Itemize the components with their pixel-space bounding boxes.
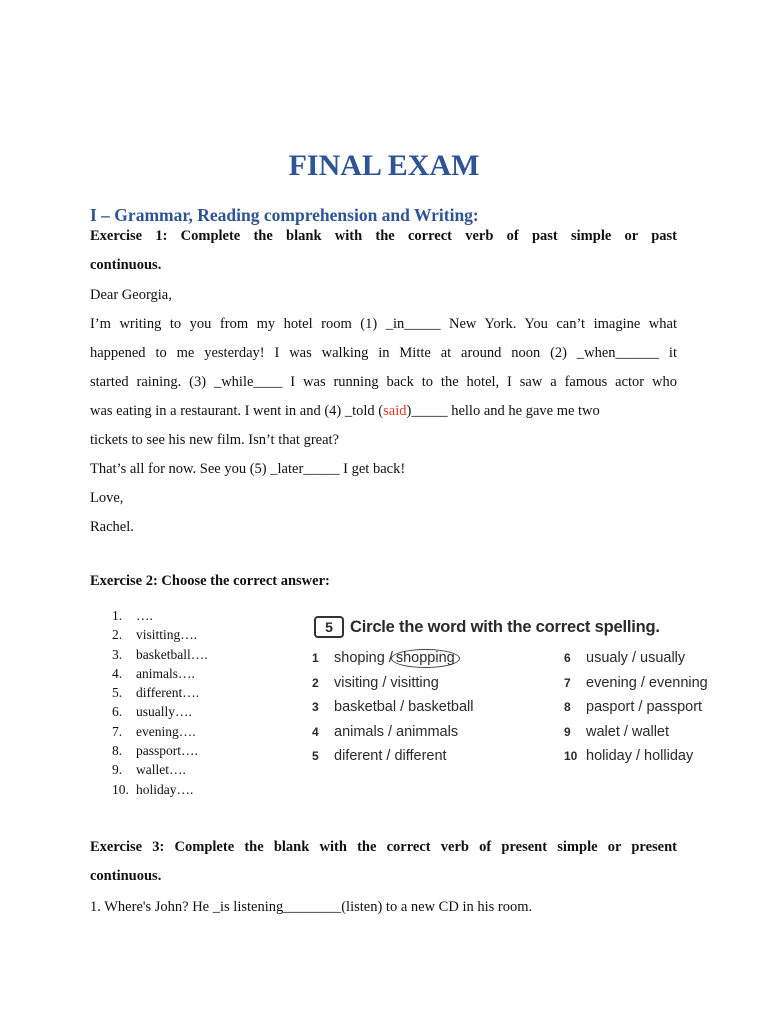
- spelling-item: 2 visiting / visitting: [312, 674, 439, 691]
- list-item: 10. holiday….: [112, 781, 194, 797]
- list-item: 3. basketball….: [112, 646, 208, 662]
- letter-line-5: tickets to see his new film. Isn’t that great?: [90, 432, 339, 448]
- spelling-header: [314, 616, 660, 638]
- exercise-3-item-1: 1. Where's John? He _is listening________(listen) to a new CD in his room.: [90, 899, 533, 915]
- exercise-3-heading-line-2: continuous.: [90, 868, 162, 884]
- answer-list: [112, 606, 208, 799]
- letter-line-4-end: )_____ hello and he gave me two: [406, 403, 600, 419]
- letter-line-4: [90, 401, 677, 421]
- letter-line-2: happened to me yesterday! I was walking in Mitte at around noon (2) _when______ it: [90, 345, 677, 361]
- spelling-item: 5 diferent / different: [312, 748, 447, 765]
- exercise-number-badge: 5: [314, 616, 344, 638]
- list-item: 9. wallet….: [112, 762, 186, 778]
- spelling-item: 6 usualy / usually: [564, 650, 686, 667]
- exercise-2-heading: Exercise 2: Choose the correct answer:: [90, 573, 330, 589]
- letter-closing: Love,: [90, 490, 124, 506]
- exercise-1-heading: [90, 222, 677, 280]
- letter-signature: Rachel.: [90, 519, 134, 535]
- list-item: 8. passport….: [112, 743, 198, 759]
- spelling-item: 10 holiday / holliday: [564, 748, 694, 765]
- spelling-column-left: [312, 646, 473, 769]
- list-item: 5. different….: [112, 685, 200, 701]
- list-item: 2. visitting….: [112, 627, 198, 643]
- letter-greeting: Dear Georgia,: [90, 287, 172, 303]
- section-heading: I – Grammar, Reading comprehension and Writing:: [90, 205, 479, 225]
- letter-line-4-start: was eating in a restaurant. I went in and (4) _told (: [90, 403, 384, 419]
- spelling-item: 1 shoping / shopping: [312, 646, 473, 671]
- letter-line-1: I’m writing to you from my hotel room (1) _in_____ New York. You can’t imagine what: [90, 316, 677, 332]
- letter-line-6: That’s all for now. See you (5) _later_____ I get back!: [90, 461, 406, 477]
- spelling-column-right: [564, 646, 708, 769]
- spelling-item: 3 basketbal / basketball: [312, 699, 474, 716]
- list-item: 4. animals….: [112, 665, 195, 681]
- list-item: 1. ….: [112, 608, 153, 623]
- exercise-1-heading-line-1: Exercise 1: Complete the blank with the correct verb of past simple or past: [90, 228, 677, 244]
- list-item: 6. usually….: [112, 704, 192, 720]
- letter-line-3: started raining. (3) _while____ I was running back to the hotel, I saw a famous actor who: [90, 374, 677, 390]
- circled-answer: shopping: [391, 649, 460, 668]
- spelling-exercise-image: [309, 606, 743, 776]
- spelling-item: 7 evening / evenning: [564, 674, 708, 691]
- page-title: FINAL EXAM: [288, 149, 480, 182]
- correction-said: said: [383, 403, 407, 419]
- exercise-3-heading: [90, 833, 677, 891]
- exercise-1-heading-line-2: continuous.: [90, 257, 162, 273]
- list-item: 7. evening….: [112, 723, 196, 739]
- spelling-item: 4 animals / animmals: [312, 723, 459, 740]
- spelling-instruction: Circle the word with the correct spelling.: [350, 617, 660, 636]
- spelling-item: 8 pasport / passport: [564, 699, 703, 716]
- exercise-3-heading-line-1: Exercise 3: Complete the blank with the correct verb of present simple or present: [90, 839, 677, 855]
- spelling-item: 9 walet / wallet: [564, 723, 670, 740]
